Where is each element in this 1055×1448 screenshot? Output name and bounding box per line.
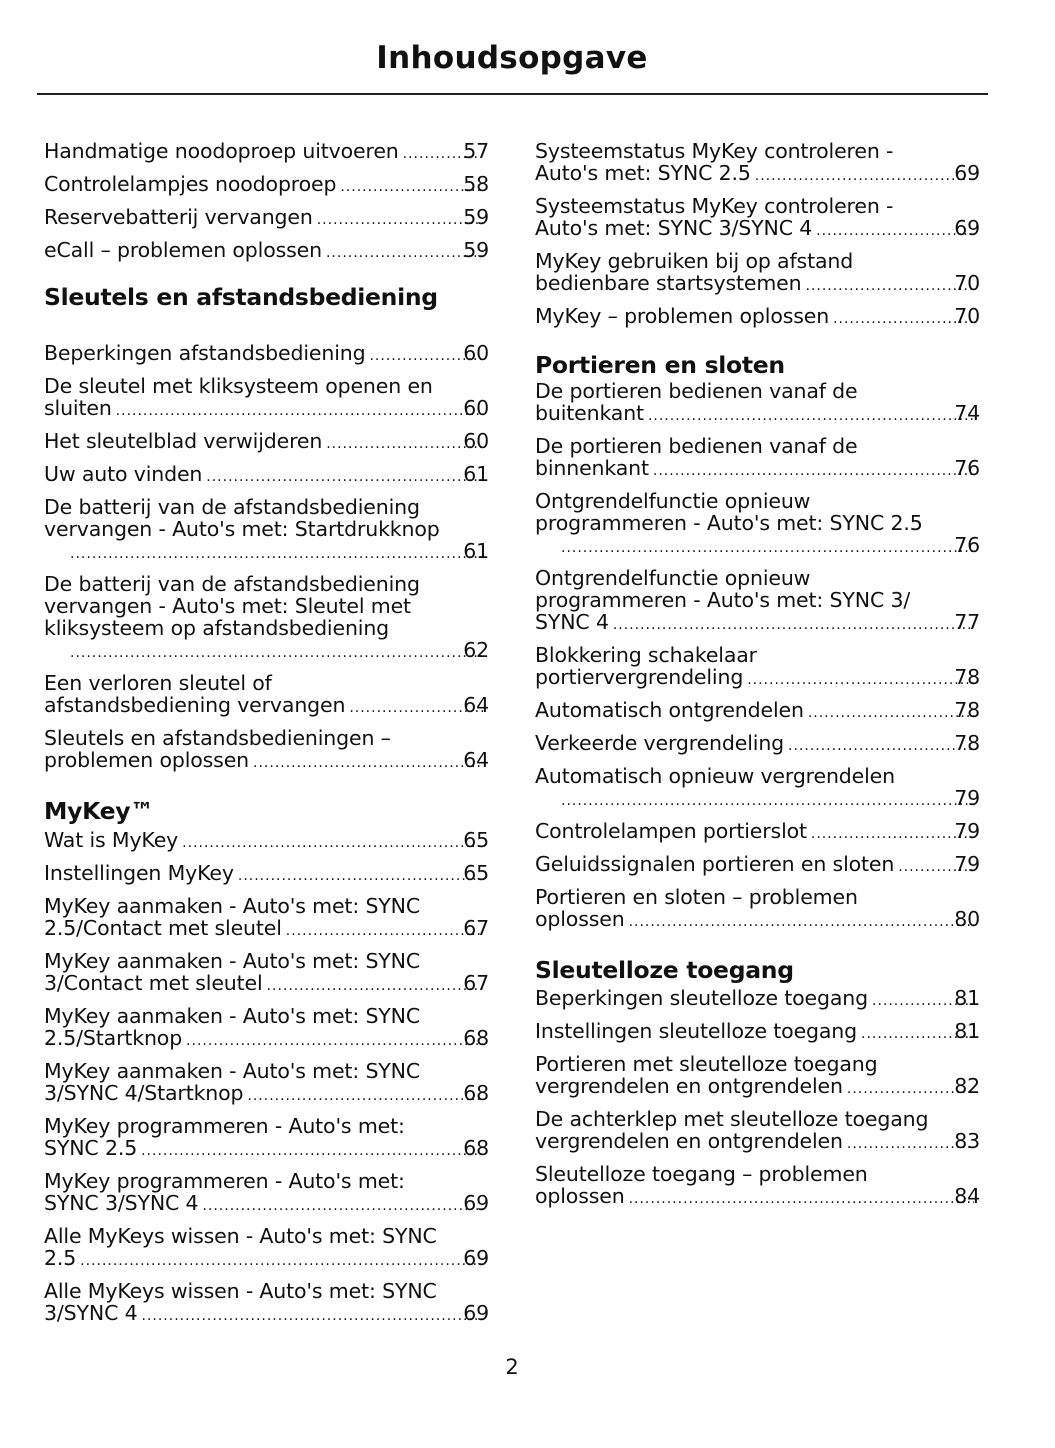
- toc-entry-text: 3/Contact met sleutel: [44, 971, 263, 995]
- toc-entry[interactable]: [44, 342, 489, 367]
- toc-entry-text: Automatisch opnieuw vergrendelen: [535, 764, 895, 788]
- toc-page-number[interactable]: 69: [463, 1301, 489, 1325]
- toc-entry-text: sluiten: [44, 396, 112, 420]
- toc-dot-leader: [206, 466, 483, 488]
- toc-entry-row: [44, 172, 489, 198]
- toc-entry[interactable]: [44, 463, 489, 488]
- toc-page-number[interactable]: 78: [954, 731, 980, 755]
- toc-dot-leader: [629, 911, 975, 933]
- toc-page-number[interactable]: 83: [954, 1129, 980, 1153]
- toc-entry-text: programmeren - Auto's met: SYNC 3/: [535, 588, 911, 612]
- toc-page-number[interactable]: 81: [954, 986, 980, 1010]
- toc-entry-text: Portieren en sloten – problemen: [535, 885, 858, 909]
- toc-entry-row: [44, 238, 489, 264]
- toc-page-number[interactable]: 69: [463, 1191, 489, 1215]
- toc-dot-leader: [141, 1140, 483, 1162]
- toc-entry-text: problemen oplossen: [44, 748, 250, 772]
- toc-entry-row: [44, 1136, 489, 1162]
- toc-entry[interactable]: [535, 699, 980, 724]
- toc-page-number[interactable]: 57: [463, 139, 489, 163]
- toc-entry[interactable]: [44, 206, 489, 231]
- toc-entry-row: [535, 907, 980, 933]
- toc-entry-text: vergrendelen en ontgrendelen: [535, 1129, 843, 1153]
- toc-entry-text: bedienbare startsystemen: [535, 271, 802, 295]
- toc-page-number[interactable]: 80: [954, 907, 980, 931]
- toc-entry-row: [44, 916, 489, 942]
- toc-entry[interactable]: [44, 1005, 489, 1052]
- toc-entry-row: [535, 1074, 980, 1100]
- toc-dot-leader: [808, 702, 974, 724]
- toc-page-number[interactable]: 59: [463, 238, 489, 262]
- toc-entry-text: MyKey aanmaken - Auto's met: SYNC: [44, 1004, 421, 1028]
- toc-page-number[interactable]: 79: [954, 786, 980, 810]
- toc-entry[interactable]: [44, 950, 489, 997]
- toc-page-number[interactable]: 60: [463, 341, 489, 365]
- toc-entry-row: [44, 1081, 489, 1107]
- toc-page-number[interactable]: 65: [463, 828, 489, 852]
- toc-column-left: [44, 140, 489, 1335]
- toc-entry-text: Systeemstatus MyKey controleren -: [535, 194, 894, 218]
- toc-entry-text: Een verloren sleutel of: [44, 671, 272, 695]
- toc-entry[interactable]: [535, 1108, 980, 1155]
- toc-page-number[interactable]: 64: [463, 693, 489, 717]
- toc-page-number[interactable]: 58: [463, 172, 489, 196]
- toc-entry-text: Alle MyKeys wissen - Auto's met: SYNC: [44, 1224, 437, 1248]
- toc-entry[interactable]: [535, 1163, 980, 1210]
- toc-entry-text: vervangen - Auto's met: Sleutel met: [44, 594, 411, 618]
- toc-entry-text: buitenkant: [535, 401, 644, 425]
- toc-entry-text: De sleutel met kliksysteem openen en: [44, 374, 433, 398]
- toc-dot-leader: [267, 975, 484, 997]
- toc-page-number[interactable]: 84: [954, 1184, 980, 1208]
- section-heading-portieren: Portieren en sloten: [535, 351, 785, 379]
- toc-entry-row: [535, 1019, 980, 1045]
- toc-dot-leader: [326, 433, 483, 455]
- toc-entry-row: [44, 1191, 489, 1217]
- toc-entry[interactable]: [535, 987, 980, 1012]
- toc-entry[interactable]: [44, 1170, 489, 1217]
- toc-entry-row: [535, 1184, 980, 1210]
- toc-entry-text: SYNC 2.5: [44, 1136, 138, 1160]
- toc-entry-text: Verkeerde vergrendeling: [535, 731, 785, 755]
- toc-entry-row: [535, 304, 980, 330]
- toc-entry-row: [44, 693, 489, 719]
- toc-dot-leader: [629, 1188, 975, 1210]
- toc-dot-leader: [816, 220, 974, 242]
- toc-entry-text: SYNC 3/SYNC 4: [44, 1191, 199, 1215]
- toc-dot-leader: [755, 165, 974, 187]
- toc-entry-text: De achterklep met sleutelloze toegang: [535, 1107, 929, 1131]
- toc-entry[interactable]: [44, 239, 489, 264]
- toc-entry[interactable]: [535, 732, 980, 757]
- toc-page-number[interactable]: 67: [463, 916, 489, 940]
- toc-dot-leader: [247, 1085, 483, 1107]
- toc-entry[interactable]: [44, 140, 489, 165]
- title-divider: [37, 93, 988, 95]
- toc-dot-leader: [116, 400, 484, 422]
- toc-entry-text: 2.5/Startknop: [44, 1026, 183, 1050]
- toc-page-number[interactable]: 61: [463, 539, 489, 563]
- toc-page-number[interactable]: 60: [463, 429, 489, 453]
- toc-entry-text: Het sleutelblad verwijderen: [44, 429, 323, 453]
- toc-dot-leader: [202, 1195, 483, 1217]
- toc-entry-text: MyKey programmeren - Auto's met:: [44, 1114, 405, 1138]
- toc-entry[interactable]: [44, 1280, 489, 1327]
- toc-entry-text: Instellingen MyKey: [44, 861, 234, 885]
- toc-entry-text: binnenkant: [535, 456, 649, 480]
- toc-page-number[interactable]: 67: [463, 971, 489, 995]
- toc-entry-text: oplossen: [535, 1184, 625, 1208]
- page-number: 2: [505, 1355, 519, 1379]
- toc-entry-text: 2.5/Contact met sleutel: [44, 916, 282, 940]
- toc-entry-row: [535, 456, 980, 482]
- section-heading-sleutelloze: Sleutelloze toegang: [535, 956, 794, 984]
- page-title: Inhoudsopgave: [376, 40, 648, 76]
- toc-entry-text: Automatisch ontgrendelen: [535, 698, 804, 722]
- toc-entry[interactable]: [535, 305, 980, 330]
- toc-entry[interactable]: [535, 853, 980, 878]
- toc-entry-row: [535, 216, 980, 242]
- toc-entry-text: 3/SYNC 4/Startknop: [44, 1081, 244, 1105]
- toc-entry[interactable]: [535, 490, 980, 559]
- toc-dot-leader: [561, 537, 974, 559]
- toc-entry[interactable]: [535, 195, 980, 242]
- toc-entry[interactable]: [44, 375, 489, 422]
- toc-entry-row: [44, 828, 489, 854]
- toc-entry-text: 2.5: [44, 1246, 77, 1270]
- toc-dot-leader: [833, 308, 974, 330]
- toc-page-number[interactable]: 79: [954, 819, 980, 843]
- toc-dot-leader: [805, 275, 974, 297]
- toc-entry-text: Geluidssignalen portieren en sloten: [535, 852, 895, 876]
- toc-entry-text: programmeren - Auto's met: SYNC 2.5: [535, 511, 923, 535]
- toc-entry-text: eCall – problemen oplossen: [44, 238, 322, 262]
- toc-entry-text: De batterij van de afstandsbediening: [44, 572, 420, 596]
- toc-dot-leader: [286, 920, 483, 942]
- toc-entry-row: [44, 429, 489, 455]
- toc-entry-text: MyKey programmeren - Auto's met:: [44, 1169, 405, 1193]
- toc-group-intro-right: [535, 140, 980, 330]
- toc-page-number[interactable]: 70: [954, 271, 980, 295]
- toc-page-number[interactable]: 78: [954, 698, 980, 722]
- toc-page-number[interactable]: 69: [954, 216, 980, 240]
- toc-page-number[interactable]: 70: [954, 304, 980, 328]
- toc-entry-row: [535, 852, 980, 878]
- toc-entry-text: Ontgrendelfunctie opnieuw: [535, 489, 811, 513]
- toc-entry-row: [535, 610, 980, 636]
- toc-entry-text: MyKey – problemen oplossen: [535, 304, 830, 328]
- toc-entry-text: Beperkingen sleutelloze toegang: [535, 986, 868, 1010]
- section-heading-mykey: MyKey™: [44, 797, 154, 825]
- toc-page-number[interactable]: 68: [463, 1026, 489, 1050]
- toc-entry[interactable]: [44, 1060, 489, 1107]
- toc-dot-leader: [747, 669, 974, 691]
- toc-entry-text: MyKey aanmaken - Auto's met: SYNC: [44, 1059, 421, 1083]
- toc-group-mykey: [44, 829, 489, 1327]
- toc-entry-row: [44, 396, 489, 422]
- toc-page-number[interactable]: 62: [463, 638, 489, 662]
- toc-page-number[interactable]: 68: [463, 1136, 489, 1160]
- toc-entry-row: [535, 698, 980, 724]
- toc-entry-text: Alle MyKeys wissen - Auto's met: SYNC: [44, 1279, 437, 1303]
- toc-page-number[interactable]: 60: [463, 396, 489, 420]
- toc-page-number[interactable]: 76: [954, 533, 980, 557]
- toc-entry-row: [535, 986, 980, 1012]
- toc-entry[interactable]: [44, 1115, 489, 1162]
- toc-entry[interactable]: [44, 862, 489, 887]
- toc-entry-text: Ontgrendelfunctie opnieuw: [535, 566, 811, 590]
- toc-entry-text: portiervergrendeling: [535, 665, 744, 689]
- toc-entry-text: Auto's met: SYNC 2.5: [535, 161, 751, 185]
- toc-entry[interactable]: [535, 1053, 980, 1100]
- toc-entry-text: Blokkering schakelaar: [535, 643, 757, 667]
- toc-dot-leader: [317, 209, 483, 231]
- toc-page-number[interactable]: 82: [954, 1074, 980, 1098]
- toc-entry-text: Beperkingen afstandsbediening: [44, 341, 366, 365]
- toc-entry-text: Handmatige noodoproep uitvoeren: [44, 139, 399, 163]
- toc-dot-leader: [811, 823, 974, 845]
- toc-entry[interactable]: [535, 886, 980, 933]
- toc-entry-row: [66, 639, 489, 664]
- toc-entry-row: [557, 787, 980, 812]
- toc-entry[interactable]: [44, 895, 489, 942]
- toc-entry-row: [535, 665, 980, 691]
- toc-group-intro-left: [44, 140, 489, 264]
- toc-entry[interactable]: [44, 430, 489, 455]
- toc-entry-row: [44, 462, 489, 488]
- toc-page-number[interactable]: 76: [954, 456, 980, 480]
- toc-entry-row: [535, 401, 980, 427]
- toc-dot-leader: [648, 405, 974, 427]
- toc-group-sleutels: [44, 342, 489, 774]
- toc-entry[interactable]: [44, 573, 489, 664]
- toc-entry-text: Uw auto vinden: [44, 462, 203, 486]
- toc-entry-text: MyKey aanmaken - Auto's met: SYNC: [44, 894, 421, 918]
- toc-entry-row: [44, 1301, 489, 1327]
- toc-entry-row: [535, 1129, 980, 1155]
- toc-entry[interactable]: [44, 496, 489, 565]
- toc-page-number[interactable]: 69: [463, 1246, 489, 1270]
- toc-entry-row: [44, 1026, 489, 1052]
- toc-dot-leader: [186, 1030, 483, 1052]
- toc-group-sleutelloze: [535, 987, 980, 1210]
- toc-entry-row: [44, 748, 489, 774]
- toc-entry[interactable]: [535, 140, 980, 187]
- toc-entry-row: [44, 341, 489, 367]
- section-heading-sleutels: Sleutels en afstandsbediening: [44, 283, 438, 311]
- toc-entry-text: De portieren bedienen vanaf de: [535, 379, 858, 403]
- toc-dot-leader: [613, 614, 974, 636]
- toc-entry[interactable]: [44, 173, 489, 198]
- toc-entry-text: De portieren bedienen vanaf de: [535, 434, 858, 458]
- toc-entry-text: vergrendelen en ontgrendelen: [535, 1074, 843, 1098]
- toc-entry[interactable]: [535, 765, 980, 812]
- toc-entry-text: Sleutelloze toegang – problemen: [535, 1162, 868, 1186]
- toc-page-number[interactable]: 78: [954, 665, 980, 689]
- toc-page-number[interactable]: 81: [954, 1019, 980, 1043]
- toc-entry-text: Instellingen sleutelloze toegang: [535, 1019, 858, 1043]
- toc-page-number[interactable]: 68: [463, 1081, 489, 1105]
- toc-entry-text: MyKey gebruiken bij op afstand: [535, 249, 854, 273]
- toc-dot-leader: [80, 1250, 483, 1272]
- toc-entry[interactable]: [535, 250, 980, 297]
- toc-group-portieren: [535, 380, 980, 933]
- toc-entry-text: Controlelampen portierslot: [535, 819, 807, 843]
- toc-entry-text: vervangen - Auto's met: Startdrukknop: [44, 517, 440, 541]
- toc-entry-text: Wat is MyKey: [44, 828, 179, 852]
- toc-page-number[interactable]: 65: [463, 861, 489, 885]
- toc-entry[interactable]: [535, 435, 980, 482]
- toc-entry-row: [44, 861, 489, 887]
- toc-entry[interactable]: [44, 1225, 489, 1272]
- toc-entry-text: Reservebatterij vervangen: [44, 205, 313, 229]
- toc-dot-leader: [788, 735, 974, 757]
- toc-entry[interactable]: [535, 644, 980, 691]
- toc-entry-row: [535, 819, 980, 845]
- toc-dot-leader: [142, 1305, 484, 1327]
- toc-entry-text: Portieren met sleutelloze toegang: [535, 1052, 878, 1076]
- toc-entry-text: 3/SYNC 4: [44, 1301, 138, 1325]
- toc-entry-row: [44, 205, 489, 231]
- toc-entry-text: Controlelampjes noodoproep: [44, 172, 337, 196]
- toc-dot-leader: [253, 752, 483, 774]
- toc-entry-text: Sleutels en afstandsbedieningen –: [44, 726, 391, 750]
- toc-entry-row: [44, 971, 489, 997]
- toc-entry-row: [557, 534, 980, 559]
- toc-dot-leader: [182, 832, 483, 854]
- toc-page-number[interactable]: 61: [463, 462, 489, 486]
- toc-page-number[interactable]: 77: [954, 610, 980, 634]
- toc-page-number[interactable]: 59: [463, 205, 489, 229]
- toc-entry-text: kliksysteem op afstandsbediening: [44, 616, 390, 640]
- toc-page-number[interactable]: 79: [954, 852, 980, 876]
- toc-entry-row: [535, 271, 980, 297]
- toc-entry-row: [535, 731, 980, 757]
- toc-entry-text: Systeemstatus MyKey controleren -: [535, 139, 894, 163]
- toc-dot-leader: [561, 790, 974, 812]
- toc-entry-text: oplossen: [535, 907, 625, 931]
- toc-dot-leader: [238, 865, 483, 887]
- toc-dot-leader: [70, 543, 483, 565]
- toc-dot-leader: [653, 460, 974, 482]
- toc-column-right: [535, 140, 980, 1218]
- toc-entry-text: De batterij van de afstandsbediening: [44, 495, 420, 519]
- toc-entry-row: [44, 1246, 489, 1272]
- toc-entry-text: Auto's met: SYNC 3/SYNC 4: [535, 216, 813, 240]
- toc-dot-leader: [70, 642, 483, 664]
- toc-entry-row: [66, 540, 489, 565]
- toc-entry[interactable]: [535, 380, 980, 427]
- toc-entry[interactable]: [535, 567, 980, 636]
- toc-entry[interactable]: [44, 727, 489, 774]
- toc-page-number[interactable]: 64: [463, 748, 489, 772]
- toc-dot-leader: [340, 176, 483, 198]
- toc-entry[interactable]: [44, 829, 489, 854]
- toc-page-number[interactable]: 69: [954, 161, 980, 185]
- toc-page-number[interactable]: 74: [954, 401, 980, 425]
- toc-dot-leader: [326, 242, 483, 264]
- toc-entry[interactable]: [44, 672, 489, 719]
- toc-entry-text: SYNC 4: [535, 610, 609, 634]
- toc-entry-row: [535, 161, 980, 187]
- toc-entry-text: afstandsbediening vervangen: [44, 693, 346, 717]
- toc-entry[interactable]: [535, 820, 980, 845]
- toc-entry-row: [44, 139, 489, 165]
- toc-entry[interactable]: [535, 1020, 980, 1045]
- toc-entry-text: MyKey aanmaken - Auto's met: SYNC: [44, 949, 421, 973]
